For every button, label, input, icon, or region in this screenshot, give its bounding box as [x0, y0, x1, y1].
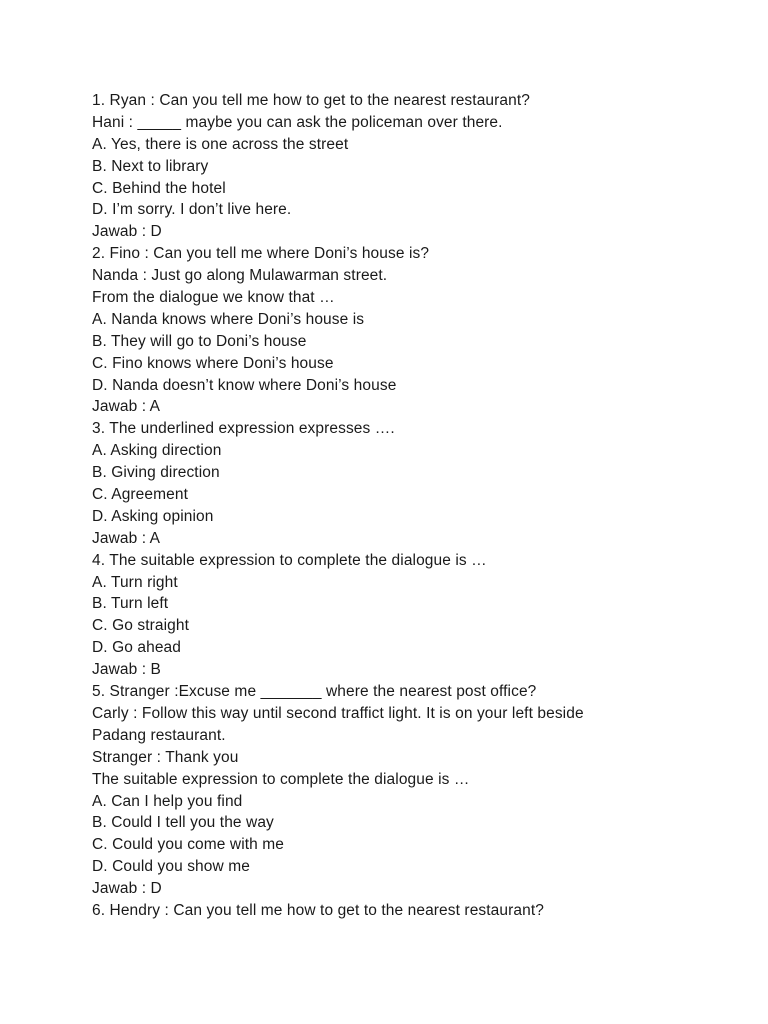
question-4-prompt: 4. The suitable expression to complete the dialogue is …: [92, 551, 487, 569]
question-3-answer: Jawab : A: [92, 529, 161, 547]
question-1-prompt: 1. Ryan : Can you tell me how to get to the nearest restaurant?: [92, 92, 530, 109]
question-5-option-a: A. Can I help you find: [92, 792, 243, 810]
question-1-option-c: C. Behind the hotel: [92, 179, 226, 197]
question-1-answer: Jawab : D: [92, 223, 162, 241]
question-4-option-a: A. Turn right: [92, 573, 178, 591]
question-6-prompt: 6. Hendry : Can you tell me how to get to the nearest restaurant?: [92, 901, 544, 919]
question-4-option-c: C. Go straight: [92, 617, 190, 635]
question-5-reply-line-2: Padang restaurant.: [92, 726, 226, 744]
question-2-reply: Nanda : Just go along Mulawarman street.: [92, 267, 388, 285]
question-5-stem: The suitable expression to complete the dialogue is …: [92, 770, 470, 788]
question-5-prompt: 5. Stranger :Excuse me _______ where the nearest post office?: [92, 683, 537, 701]
question-2-option-a: A. Nanda knows where Doni’s house is: [92, 310, 365, 328]
question-2-option-d: D. Nanda doesn’t know where Doni’s house: [92, 376, 397, 394]
question-1-reply: Hani : _____ maybe you can ask the policeman over there.: [92, 113, 503, 131]
question-3-option-a: A. Asking direction: [92, 442, 222, 460]
question-4-option-d: D. Go ahead: [92, 639, 181, 657]
question-5-option-b: B. Could I tell you the way: [92, 814, 274, 832]
question-4-option-b: B. Turn left: [92, 595, 169, 613]
question-3-option-b: B. Giving direction: [92, 464, 220, 482]
question-3-prompt: 3. The underlined expression expresses ….: [92, 420, 395, 438]
question-1-option-d: D. I’m sorry. I don’t live here.: [92, 201, 292, 219]
question-2-option-b: B. They will go to Doni’s house: [92, 332, 307, 350]
question-5-answer: Jawab : D: [92, 880, 162, 898]
question-3-option-c: C. Agreement: [92, 486, 188, 504]
question-3-option-d: D. Asking opinion: [92, 507, 214, 525]
question-5-reply-line-1: Carly : Follow this way until second traffict light. It is on your left beside: [92, 704, 584, 722]
question-1-option-b: B. Next to library: [92, 157, 209, 175]
question-4-answer: Jawab : B: [92, 661, 161, 679]
question-2-option-c: C. Fino knows where Doni’s house: [92, 354, 334, 372]
question-text-block: [92, 90, 712, 922]
question-5-option-c: C. Could you come with me: [92, 836, 285, 854]
question-5-option-d: D. Could you show me: [92, 858, 250, 876]
question-1-option-a: A. Yes, there is one across the street: [92, 135, 349, 153]
question-5-closing: Stranger : Thank you: [92, 748, 239, 766]
question-2-answer: Jawab : A: [92, 398, 161, 416]
question-2-stem: From the dialogue we know that …: [92, 289, 335, 307]
question-2-prompt: 2. Fino : Can you tell me where Doni’s house is?: [92, 245, 430, 263]
